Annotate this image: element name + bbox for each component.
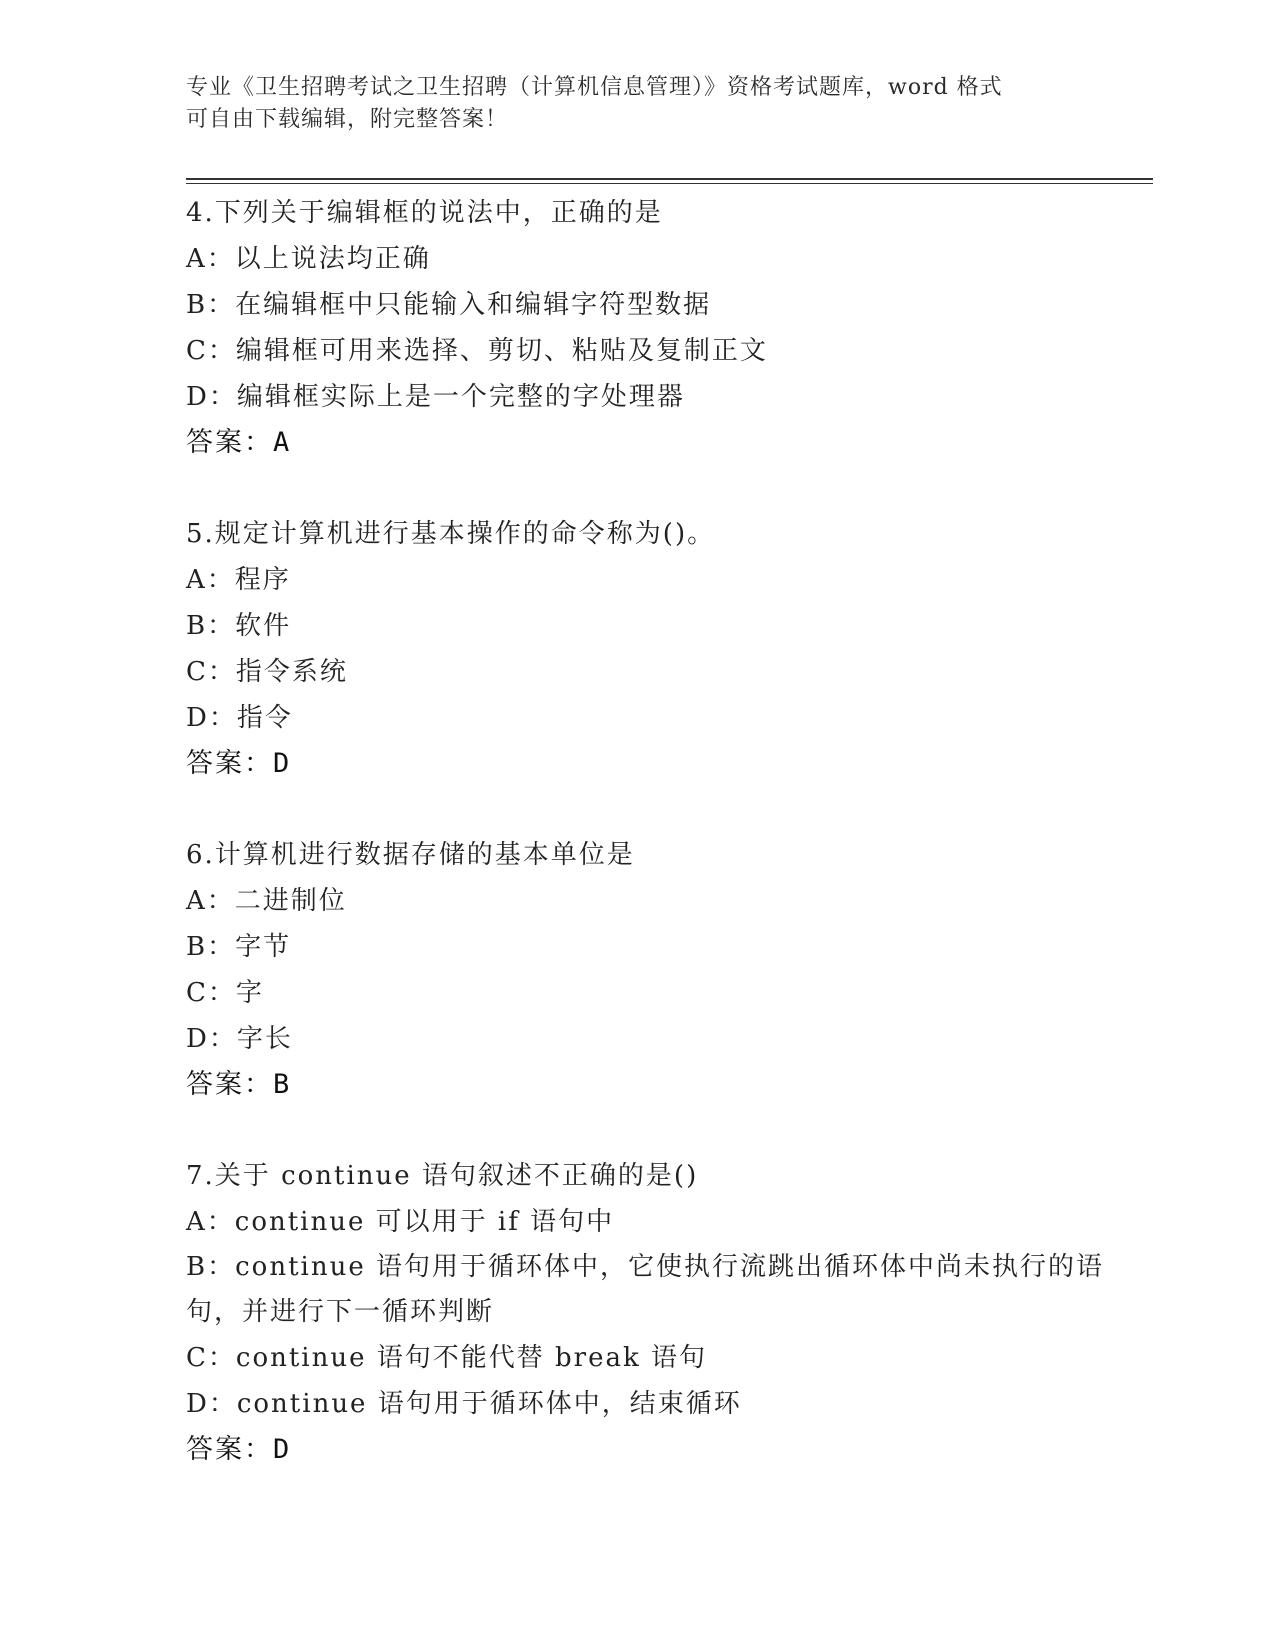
- question-list: [186, 190, 1116, 1473]
- option-b: B：软件: [186, 611, 292, 641]
- answer: 答案：D: [186, 748, 292, 779]
- header-line-2: 可自由下载编辑，附完整答案！: [186, 107, 509, 132]
- question-6: [186, 832, 1116, 1108]
- option-d: D：指令: [186, 703, 293, 733]
- option-d: D：字长: [186, 1024, 293, 1054]
- question-7: [186, 1153, 1116, 1473]
- question-stem: 5.规定计算机进行基本操作的命令称为()。: [186, 519, 716, 549]
- option-c: C：指令系统: [186, 657, 348, 687]
- question-4: [186, 190, 1116, 466]
- header-divider-bottom: [186, 183, 1153, 184]
- option-c: C：continue 语句不能代替 break 语句: [186, 1343, 708, 1373]
- header-divider-top: [186, 178, 1153, 180]
- option-b: B：continue 语句用于循环体中，它使执行流跳出循环体中尚未执行的语句，并进行下一循环判断: [186, 1252, 1104, 1327]
- question-stem: 7.关于 continue 语句叙述不正确的是(): [186, 1161, 699, 1191]
- answer: 答案：D: [186, 1434, 292, 1465]
- option-a: A：二进制位: [186, 886, 347, 916]
- option-d: D：编辑框实际上是一个完整的字处理器: [186, 382, 685, 412]
- option-a: A：以上说法均正确: [186, 244, 431, 274]
- option-b: B：在编辑框中只能输入和编辑字符型数据: [186, 290, 712, 320]
- header-line-1: 专业《卫生招聘考试之卫生招聘（计算机信息管理）》资格考试题库，word 格式: [186, 75, 1003, 100]
- answer: 答案：A: [186, 427, 292, 458]
- option-a: A：continue 可以用于 if 语句中: [186, 1207, 615, 1237]
- answer: 答案：B: [186, 1069, 292, 1100]
- question-stem: 4.下列关于编辑框的说法中，正确的是: [186, 198, 663, 228]
- question-stem: 6.计算机进行数据存储的基本单位是: [186, 840, 635, 870]
- option-a: A：程序: [186, 565, 291, 595]
- option-d: D：continue 语句用于循环体中，结束循环: [186, 1389, 742, 1419]
- option-c: C：编辑框可用来选择、剪切、粘贴及复制正文: [186, 336, 768, 366]
- document-header: [186, 72, 1086, 136]
- option-c: C：字: [186, 978, 264, 1008]
- question-5: [186, 511, 1116, 787]
- option-b: B：字节: [186, 932, 292, 962]
